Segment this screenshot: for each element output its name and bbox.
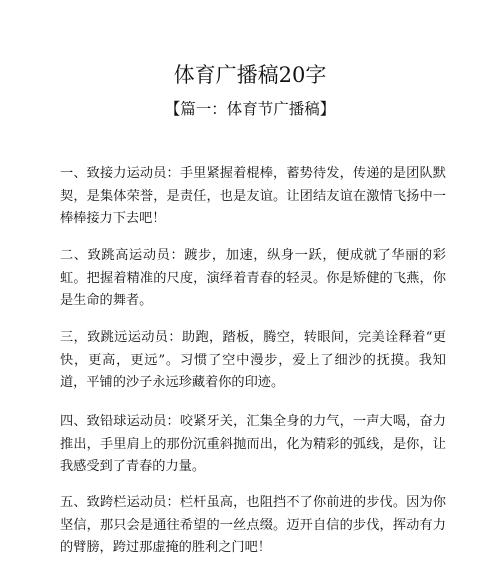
- paragraph-hurdles: 五、致跨栏运动员：栏杆虽高，也阻挡不了你前进的步伐。因为你坚信，那只会是通往希望的一丝点缀。迈开自信的步伐，挥动有力的臂膀，跨过那虚掩的胜利之门吧！: [60, 495, 446, 555]
- document-title: 体育广播稿20字: [173, 63, 327, 87]
- paragraph-shot-put: 四、致铅球运动员：咬紧牙关，汇集全身的力气，一声大喝，奋力推出，手里肩上的那份沉重斜抛而出，化为精彩的弧线，是你，让我感受到了青春的力量。: [60, 414, 446, 474]
- paragraph-high-jump: 二、致跳高运动员：踱步，加速，纵身一跃，便成就了华丽的彩虹。把握着精准的尺度，演绎着青春的轻灵。你是矫健的飞燕，你是生命的舞者。: [60, 248, 446, 308]
- paragraph-long-jump: 三，致跳远运动员：助跑，踏板，腾空，转眼间，完美诠释着“更快，更高，更远”。习惯了空中漫步，爱上了细沙的抚摸。我知道，平铺的沙子永远珍藏着你的印迹。: [60, 330, 446, 390]
- paragraph-relay: 一、致接力运动员：手里紧握着棍棒，蓄势待发，传递的是团队默契，是集体荣誉，是责任，也是友谊。让团结友谊在激情飞扬中一棒棒接力下去吧！: [60, 166, 446, 226]
- document-subtitle: 【篇一：体育节广播稿】: [164, 100, 336, 118]
